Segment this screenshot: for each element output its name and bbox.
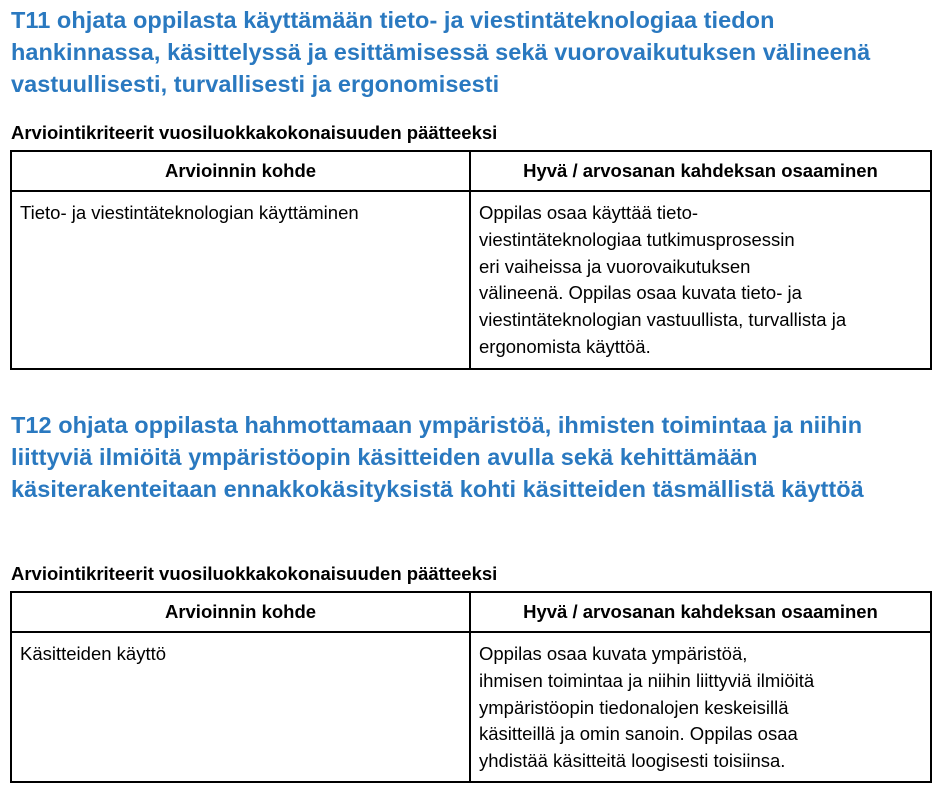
description-line: ihmisen toimintaa ja niihin liittyviä ilmiöitä <box>479 669 815 691</box>
column-header-target: Arvioinnin kohde <box>11 151 470 191</box>
goal-heading-t12: T12 ohjata oppilasta hahmottamaan ympäristöä, ihmisten toimintaa ja niihin liittyviä ilmiöitä ympäristöopin käsitteiden avulla sekä kehittämään käsiterakenteitaan ennakkokäsityksistä kohti käsitteiden täsmällistä käyttöä <box>11 412 864 502</box>
description-line: ergonomista käyttöä. <box>479 335 651 357</box>
description-line: eri vaiheissa ja vuorovaikutuksen <box>479 255 751 277</box>
description-line: viestintäteknologiaa tutkimusprosessin <box>479 228 795 250</box>
criteria-title: Arviointikriteerit vuosiluokkakokonaisuuden päätteeksi <box>11 122 498 143</box>
goal-heading-t11: T11 ohjata oppilasta käyttämään tieto- ja viestintäteknologiaa tiedon hankinnassa, käsittelyssä ja esittämisessä sekä vuorovaikutuksen välineenä vastuullisesti, turvallisesti ja ergonomisesti <box>11 7 871 97</box>
criteria-table-t12 <box>10 591 932 783</box>
assessment-target-cell: Tieto- ja viestintäteknologian käyttäminen <box>11 191 470 369</box>
table-header-row <box>11 151 931 191</box>
table-row <box>11 191 931 369</box>
criteria-table-t11 <box>10 150 932 370</box>
table-row <box>11 632 931 782</box>
description-line: käsitteillä ja omin sanoin. Oppilas osaa <box>479 723 798 745</box>
column-header-grade-eight: Hyvä / arvosanan kahdeksan osaaminen <box>470 592 931 632</box>
assessment-description-cell <box>470 191 931 369</box>
description-line: viestintäteknologian vastuullista, turvallista ja <box>479 309 847 331</box>
description-line: Oppilas osaa kuvata ympäristöä, <box>479 643 748 664</box>
column-header-target: Arvioinnin kohde <box>11 592 470 632</box>
column-header-grade-eight: Hyvä / arvosanan kahdeksan osaaminen <box>470 151 931 191</box>
description-line: Oppilas osaa käyttää tieto- <box>479 202 699 223</box>
criteria-title: Arviointikriteerit vuosiluokkakokonaisuuden päätteeksi <box>11 563 498 584</box>
description-line: yhdistää käsitteitä loogisesti toisiinsa. <box>479 750 786 772</box>
assessment-target-cell: Käsitteiden käyttö <box>11 632 470 782</box>
assessment-description-cell <box>470 632 931 782</box>
table-header-row <box>11 592 931 632</box>
description-line: ympäristöopin tiedonalojen keskeisillä <box>479 696 789 718</box>
description-line: välineenä. Oppilas osaa kuvata tieto- ja <box>479 282 802 304</box>
